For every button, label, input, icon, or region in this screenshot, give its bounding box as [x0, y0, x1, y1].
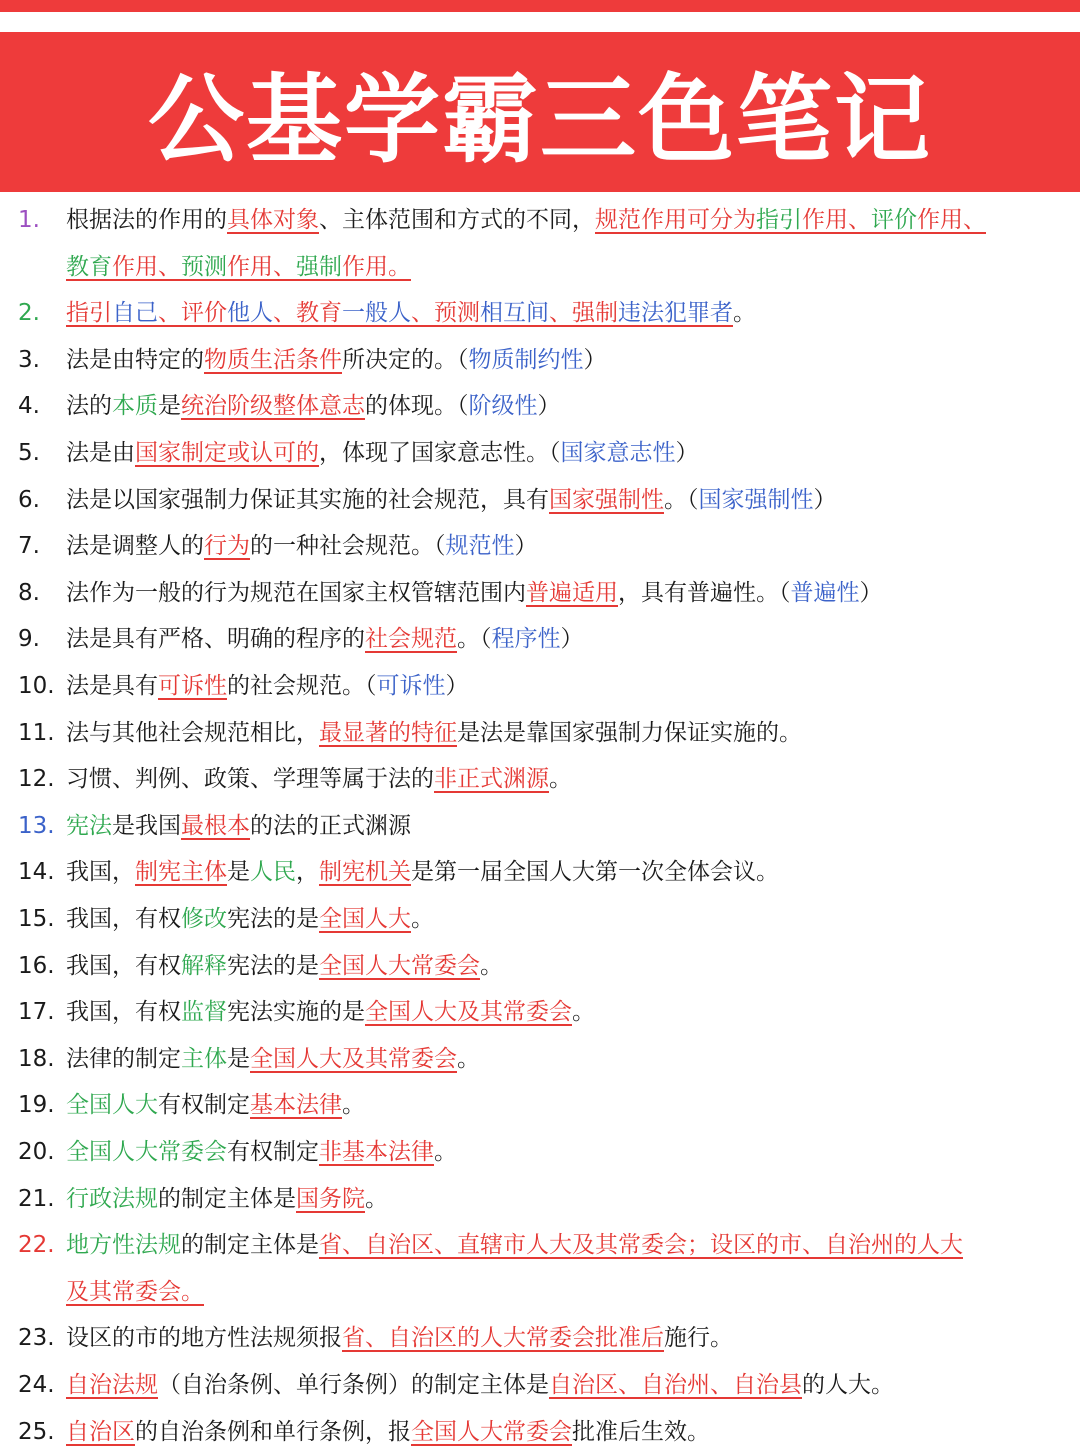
note-segment: 法是以国家强制力保证其实施的社会规范，具有	[66, 486, 549, 513]
note-segment: 是	[227, 1045, 250, 1072]
note-segment: 。	[549, 766, 572, 793]
highlight-keyword: 国家强制性	[549, 486, 664, 513]
note-segment: 全国人大	[66, 1092, 158, 1119]
note-text	[66, 245, 411, 289]
note-line	[0, 897, 1080, 941]
note-segment: ）	[813, 486, 837, 513]
note-number: 2.	[18, 300, 40, 327]
highlight-keyword: 规范作用可分为	[595, 207, 756, 233]
highlight-keyword: 自己	[112, 300, 158, 327]
note-segment: ，体现了国家意志性。（	[319, 440, 561, 466]
note-line	[0, 571, 1080, 615]
note-segment: 。	[572, 999, 595, 1026]
note-number: 4.	[18, 393, 40, 420]
highlight-keyword: 作用、	[802, 207, 871, 233]
highlight-keyword: 最显著的特征	[319, 719, 457, 746]
note-segment: 宪法	[66, 812, 112, 839]
note-text	[66, 1363, 894, 1407]
note-text	[66, 198, 986, 242]
note-segment: 宪法的是	[227, 906, 319, 932]
highlight-keyword: 省、自治区、直辖市人大及其常委会；设区的市、自治州的人大	[319, 1232, 963, 1259]
highlight-keyword: 普遍适用	[526, 579, 618, 606]
note-text	[66, 990, 595, 1034]
note-line	[0, 1410, 1080, 1454]
note-segment: 法与其他社会规范相比，	[66, 719, 319, 746]
note-line	[0, 711, 1080, 755]
note-segment: 的法的正式渊源	[250, 812, 411, 839]
note-segment: 批准后生效。	[572, 1418, 710, 1445]
note-line	[0, 338, 1080, 382]
highlight-keyword: 非正式渊源	[434, 766, 549, 793]
note-number: 17.	[18, 999, 55, 1026]
note-text	[66, 571, 883, 615]
note-line	[0, 664, 1080, 708]
highlight-keyword: 国务院	[296, 1185, 365, 1212]
note-number: 12.	[18, 766, 55, 793]
highlight-keyword: 评价	[871, 207, 917, 233]
highlight-keyword: 非基本法律	[319, 1139, 434, 1165]
note-segment: 。	[342, 1092, 365, 1119]
highlight-keyword: 社会规范	[365, 626, 457, 653]
note-number: 16.	[18, 952, 55, 979]
note-segment: 宪法的是	[227, 952, 319, 979]
note-segment: 的一种社会规范。（	[250, 533, 446, 560]
note-text	[66, 291, 756, 335]
note-segment: 是法是靠国家强制力保证实施的。	[457, 719, 802, 746]
highlight-keyword: 违法犯罪者	[618, 300, 733, 327]
note-line	[0, 1037, 1080, 1081]
note-line	[0, 291, 1080, 335]
note-segment: 法的	[66, 393, 112, 420]
note-segment: 法作为一般的行为规范在国家主权管辖范围内	[66, 579, 526, 606]
note-text	[66, 1037, 480, 1081]
highlight-keyword: 作用、	[227, 253, 296, 280]
note-number: 18.	[18, 1045, 55, 1072]
note-segment: 法是调整人的	[66, 533, 204, 560]
note-segment: 法是由	[66, 440, 135, 466]
note-segment: 地方性法规	[66, 1232, 181, 1259]
note-number: 13.	[18, 812, 55, 839]
highlight-keyword: 相互间	[480, 300, 549, 327]
highlight-keyword: 省、自治区的人大常委会批准后	[342, 1325, 664, 1352]
note-segment: 。	[411, 906, 434, 932]
highlight-keyword: 教育	[66, 253, 112, 280]
note-segment: 的制定主体是	[158, 1185, 296, 1212]
note-segment: ）	[537, 393, 561, 420]
note-segment: 可诉性	[376, 673, 446, 699]
note-segment: 解释	[181, 952, 227, 979]
highlight-keyword: 统治阶级整体意志	[181, 393, 365, 420]
page-title: 公基学霸三色笔记	[148, 63, 932, 176]
note-segment: 根据法的作用的	[66, 207, 227, 233]
note-number: 5.	[18, 440, 40, 466]
note-line	[0, 384, 1080, 428]
note-segment: 是第一届全国人大第一次全体会议。	[411, 859, 779, 886]
note-line	[0, 1363, 1080, 1407]
note-text	[66, 431, 699, 475]
note-segment: 的体现。（	[365, 393, 469, 420]
note-line	[0, 1270, 1080, 1314]
note-line	[0, 944, 1080, 988]
highlight-keyword: 指引	[756, 207, 802, 233]
note-segment: 施行。	[664, 1325, 733, 1352]
note-segment: 我国，	[66, 859, 135, 886]
note-segment: 。（	[664, 486, 699, 513]
note-text	[66, 757, 572, 801]
note-segment: 的制定主体是	[181, 1232, 319, 1259]
note-segment: 全国人大常委会	[66, 1139, 227, 1165]
note-segment: 监督	[181, 999, 227, 1026]
note-text	[66, 664, 469, 708]
highlight-keyword: 可诉性	[158, 673, 227, 699]
note-segment: 是	[158, 393, 181, 420]
highlight-keyword: 物质生活条件	[204, 346, 342, 373]
note-number: 21.	[18, 1185, 55, 1212]
note-number: 14.	[18, 859, 55, 886]
note-line	[0, 431, 1080, 475]
note-line	[0, 524, 1080, 568]
highlight-keyword: 作用。	[342, 253, 411, 280]
note-line	[0, 1130, 1080, 1174]
note-line	[0, 757, 1080, 801]
note-segment: ）	[445, 673, 469, 699]
highlight-keyword: 全国人大常委会	[411, 1418, 572, 1445]
note-segment: 国家意志性	[560, 440, 676, 466]
note-segment: 的自治条例和单行条例，报	[135, 1418, 411, 1445]
highlight-keyword: 自治区、自治州、自治县	[549, 1372, 802, 1398]
note-number: 22.	[18, 1232, 55, 1259]
note-segment: 本质	[112, 393, 158, 420]
note-number: 1.	[18, 207, 40, 233]
highlight-keyword: 行为	[204, 533, 250, 560]
note-segment: 。（	[457, 626, 492, 653]
highlight-keyword: 制宪机关	[319, 859, 411, 886]
note-segment: 设区的市的地方性法规须报	[66, 1325, 342, 1352]
note-segment: 主体	[181, 1045, 227, 1072]
note-segment: 法是具有严格、明确的程序的	[66, 626, 365, 653]
note-segment: 我国，有权	[66, 952, 181, 979]
note-segment: 我国，有权	[66, 999, 181, 1026]
highlight-keyword: 基本法律	[250, 1092, 342, 1119]
note-segment: 法是由特定的	[66, 346, 204, 373]
note-segment: 。	[480, 952, 503, 979]
note-number: 25.	[18, 1418, 55, 1445]
highlight-keyword: 作用、	[112, 253, 181, 280]
highlight-keyword: 最根本	[181, 812, 250, 839]
note-text	[66, 850, 779, 894]
note-segment: 我国，有权	[66, 906, 181, 932]
note-segment: ）	[514, 533, 538, 560]
note-segment: 。	[434, 1139, 457, 1165]
highlight-keyword: 自治法规	[66, 1372, 158, 1398]
highlight-keyword: 全国人大	[319, 906, 411, 932]
note-text	[66, 1083, 365, 1127]
note-text	[66, 1223, 963, 1267]
note-segment: 人民	[250, 859, 296, 886]
highlight-keyword: 全国人大及其常委会	[365, 999, 572, 1026]
note-line	[0, 850, 1080, 894]
note-segment: 程序性	[491, 626, 561, 653]
note-number: 23.	[18, 1325, 55, 1352]
note-segment: ）	[859, 579, 883, 606]
note-text	[66, 944, 503, 988]
note-segment: 行政法规	[66, 1185, 158, 1212]
note-text	[66, 897, 434, 941]
highlight-keyword: 他人	[227, 300, 273, 327]
highlight-keyword: 、教育	[273, 300, 342, 327]
note-text	[66, 384, 561, 428]
note-segment: 是我国	[112, 812, 181, 839]
note-text	[66, 338, 607, 382]
note-segment: 法律的制定	[66, 1045, 181, 1072]
note-line	[0, 804, 1080, 848]
note-text	[66, 1316, 733, 1360]
note-segment: 所决定的。（	[342, 346, 469, 373]
highlight-keyword: 、评价	[158, 300, 227, 327]
highlight-keyword: 自治区	[66, 1418, 135, 1445]
note-number: 8.	[18, 579, 40, 606]
note-segment: 有权制定	[158, 1092, 250, 1119]
note-segment: ）	[675, 440, 699, 466]
note-line	[0, 990, 1080, 1034]
note-segment: 。	[733, 300, 756, 327]
highlight-keyword: 全国人大及其常委会	[250, 1045, 457, 1072]
note-number: 7.	[18, 533, 40, 560]
note-number: 11.	[18, 719, 55, 746]
note-number: 15.	[18, 906, 55, 932]
note-text	[66, 617, 584, 661]
note-segment: 普遍性	[790, 579, 860, 606]
note-text	[66, 804, 411, 848]
note-number: 24.	[18, 1372, 55, 1398]
note-segment: 法是具有	[66, 673, 158, 699]
highlight-keyword: 指引	[66, 300, 112, 327]
note-segment: 国家强制性	[698, 486, 814, 513]
note-segment: 规范性	[445, 533, 515, 560]
note-segment: 。	[365, 1185, 388, 1212]
note-segment: 、主体范围和方式的不同，	[319, 207, 595, 233]
note-number: 9.	[18, 626, 40, 653]
note-text	[66, 711, 802, 755]
title-banner	[0, 32, 1080, 192]
note-line	[0, 617, 1080, 661]
note-line	[0, 478, 1080, 522]
highlight-keyword: 全国人大常委会	[319, 952, 480, 979]
highlight-keyword: 预测	[181, 253, 227, 280]
note-number: 6.	[18, 486, 40, 513]
note-text	[66, 478, 837, 522]
highlight-keyword: 国家制定或认可的	[135, 440, 319, 466]
note-segment: ，具有普遍性。（	[618, 579, 791, 606]
note-segment: 宪法实施的是	[227, 999, 365, 1026]
note-line	[0, 245, 1080, 289]
note-number: 10.	[18, 673, 55, 699]
note-number: 19.	[18, 1092, 55, 1119]
note-line	[0, 1083, 1080, 1127]
highlight-keyword: 作用、	[917, 207, 986, 233]
note-segment: 阶级性	[468, 393, 538, 420]
note-segment: 习惯、判例、政策、学理等属于法的	[66, 766, 434, 793]
highlight-keyword: 、预测	[411, 300, 480, 327]
note-text	[66, 1177, 388, 1221]
note-segment: 的人大。	[802, 1372, 894, 1398]
note-line	[0, 1177, 1080, 1221]
note-line	[0, 1223, 1080, 1267]
highlight-keyword: 及其常委会。	[66, 1278, 204, 1305]
note-line	[0, 1316, 1080, 1360]
note-number: 3.	[18, 346, 40, 373]
note-text	[66, 524, 538, 568]
top-red-strip	[0, 0, 1080, 12]
note-segment: 修改	[181, 906, 227, 932]
highlight-keyword: 一般人	[342, 300, 411, 327]
note-segment: 的社会规范。（	[227, 673, 377, 699]
note-segment: （自治条例、单行条例）的制定主体是	[158, 1372, 549, 1398]
note-segment: ）	[560, 626, 584, 653]
note-segment: 物质制约性	[468, 346, 584, 373]
note-segment: 有权制定	[227, 1139, 319, 1165]
highlight-keyword: 具体对象	[227, 207, 319, 233]
note-number: 20.	[18, 1139, 55, 1165]
highlight-keyword: 、强制	[549, 300, 618, 327]
highlight-keyword: 强制	[296, 253, 342, 280]
note-segment: 是	[227, 859, 250, 886]
note-segment: 。	[457, 1045, 480, 1072]
note-text	[66, 1270, 204, 1314]
note-text	[66, 1410, 710, 1454]
note-text	[66, 1130, 457, 1174]
highlight-keyword: 制宪主体	[135, 859, 227, 886]
note-segment: ，	[296, 859, 319, 886]
note-line	[0, 198, 1080, 242]
note-segment: ）	[583, 346, 607, 373]
